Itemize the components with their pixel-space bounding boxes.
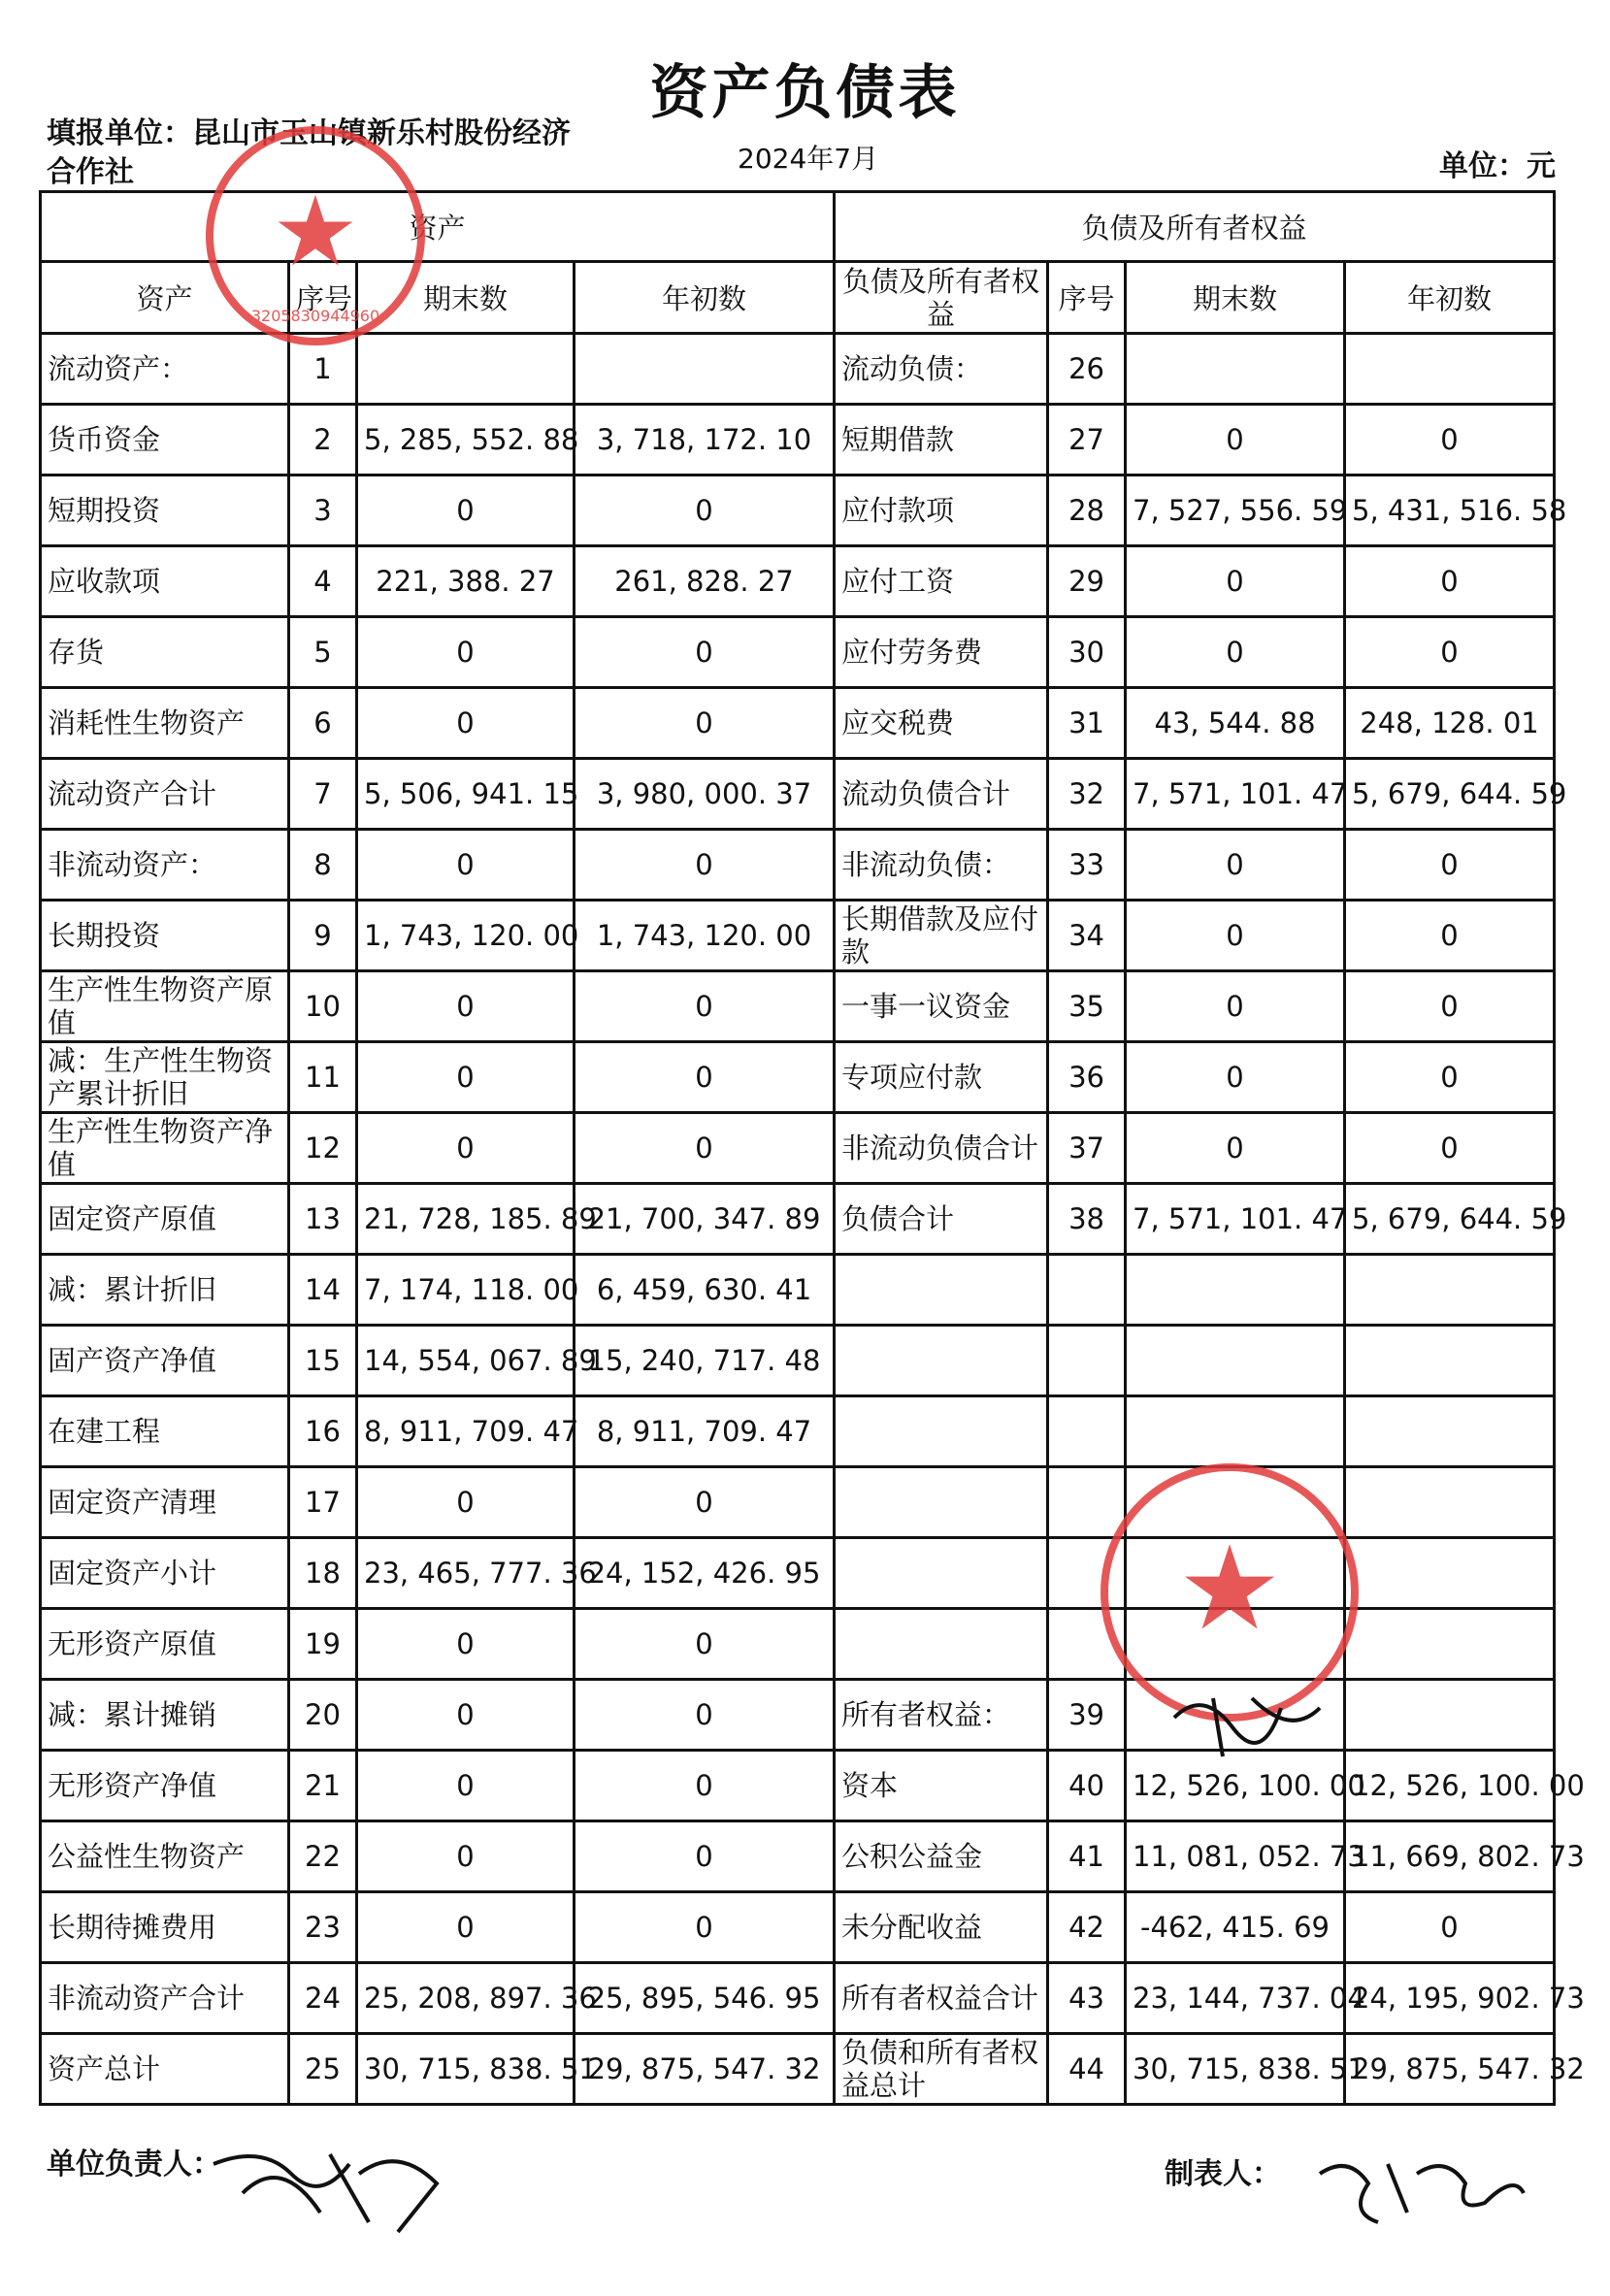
reporting-unit: 填报单位：昆山市玉山镇新乐村股份经济合作社 bbox=[47, 116, 571, 189]
liab-begin-cell: 0 bbox=[1345, 405, 1555, 476]
liab-begin-cell: 0 bbox=[1345, 617, 1555, 688]
asset-begin-cell: 0 bbox=[575, 830, 835, 901]
table-row bbox=[41, 971, 1555, 1042]
liab-seq-cell: 29 bbox=[1048, 546, 1126, 617]
asset-end-cell: 0 bbox=[357, 1751, 575, 1821]
liab-name-cell: 应付款项 bbox=[835, 476, 1048, 546]
liab-end-cell bbox=[1126, 1467, 1345, 1538]
liab-seq-cell: 37 bbox=[1048, 1113, 1126, 1184]
liab-name-cell: 所有者权益合计 bbox=[835, 1963, 1048, 2034]
liab-end-cell bbox=[1126, 1609, 1345, 1680]
asset-begin-cell: 29, 875, 547. 32 bbox=[575, 2034, 835, 2105]
asset-name-cell: 消耗性生物资产 bbox=[41, 688, 289, 759]
liab-name-cell: 应交税费 bbox=[835, 688, 1048, 759]
liab-begin-cell: 5, 431, 516. 58 bbox=[1345, 476, 1555, 546]
liab-end-cell: 11, 081, 052. 73 bbox=[1126, 1821, 1345, 1892]
asset-name-cell: 非流动资产合计 bbox=[41, 1963, 289, 2034]
liab-seq-cell bbox=[1048, 1396, 1126, 1467]
table-row bbox=[41, 1963, 1555, 2034]
asset-end-cell: 21, 728, 185. 89 bbox=[357, 1184, 575, 1255]
liab-begin-cell: 29, 875, 547. 32 bbox=[1345, 2034, 1555, 2105]
liab-begin-cell: 5, 679, 644. 59 bbox=[1345, 759, 1555, 830]
asset-end-cell: 0 bbox=[357, 1467, 575, 1538]
liab-begin-cell: 5, 679, 644. 59 bbox=[1345, 1184, 1555, 1255]
asset-begin-cell: 0 bbox=[575, 1113, 835, 1184]
liab-seq-cell: 32 bbox=[1048, 759, 1126, 830]
asset-seq-cell: 19 bbox=[289, 1609, 357, 1680]
asset-end-cell: 0 bbox=[357, 1892, 575, 1963]
asset-seq-cell: 4 bbox=[289, 546, 357, 617]
table-row bbox=[41, 688, 1555, 759]
col-begin2-header: 年初数 bbox=[1345, 262, 1555, 334]
asset-begin-cell bbox=[575, 334, 835, 405]
liab-end-cell: 0 bbox=[1126, 830, 1345, 901]
asset-seq-cell: 22 bbox=[289, 1821, 357, 1892]
asset-end-cell: 7, 174, 118. 00 bbox=[357, 1255, 575, 1326]
asset-name-cell: 流动资产： bbox=[41, 334, 289, 405]
liab-begin-cell: 11, 669, 802. 73 bbox=[1345, 1821, 1555, 1892]
table-row bbox=[41, 476, 1555, 546]
table-row bbox=[41, 830, 1555, 901]
asset-begin-cell: 1, 743, 120. 00 bbox=[575, 901, 835, 971]
liab-end-cell bbox=[1126, 1538, 1345, 1609]
asset-end-cell: 0 bbox=[357, 1609, 575, 1680]
liab-seq-cell: 35 bbox=[1048, 971, 1126, 1042]
asset-end-cell: 25, 208, 897. 36 bbox=[357, 1963, 575, 2034]
asset-name-cell: 固产资产净值 bbox=[41, 1326, 289, 1396]
liab-begin-cell: 0 bbox=[1345, 1113, 1555, 1184]
liab-end-cell: 0 bbox=[1126, 1113, 1345, 1184]
liab-seq-cell bbox=[1048, 1326, 1126, 1396]
liab-end-cell: 0 bbox=[1126, 546, 1345, 617]
liab-name-cell bbox=[835, 1255, 1048, 1326]
asset-seq-cell: 16 bbox=[289, 1396, 357, 1467]
signature-preparer bbox=[1310, 2145, 1533, 2232]
liab-seq-cell: 34 bbox=[1048, 901, 1126, 971]
asset-name-cell: 短期投资 bbox=[41, 476, 289, 546]
asset-begin-cell: 0 bbox=[575, 1892, 835, 1963]
asset-end-cell: 5, 285, 552. 88 bbox=[357, 405, 575, 476]
asset-begin-cell: 0 bbox=[575, 971, 835, 1042]
liab-name-cell: 所有者权益： bbox=[835, 1680, 1048, 1751]
asset-name-cell: 非流动资产： bbox=[41, 830, 289, 901]
liab-seq-cell: 36 bbox=[1048, 1042, 1126, 1113]
table-row bbox=[41, 1751, 1555, 1821]
asset-end-cell: 0 bbox=[357, 617, 575, 688]
table-row bbox=[41, 1113, 1555, 1184]
asset-end-cell: 0 bbox=[357, 688, 575, 759]
asset-seq-cell: 6 bbox=[289, 688, 357, 759]
asset-seq-cell: 3 bbox=[289, 476, 357, 546]
footer-preparer-label: 制表人： bbox=[1165, 2157, 1281, 2191]
liab-begin-cell bbox=[1345, 1467, 1555, 1538]
asset-begin-cell: 0 bbox=[575, 1751, 835, 1821]
liab-name-cell bbox=[835, 1538, 1048, 1609]
asset-begin-cell: 15, 240, 717. 48 bbox=[575, 1326, 835, 1396]
asset-name-cell: 固定资产原值 bbox=[41, 1184, 289, 1255]
asset-name-cell: 无形资产原值 bbox=[41, 1609, 289, 1680]
asset-seq-cell: 21 bbox=[289, 1751, 357, 1821]
asset-end-cell: 0 bbox=[357, 1821, 575, 1892]
liab-name-cell bbox=[835, 1396, 1048, 1467]
table-row bbox=[41, 617, 1555, 688]
table-row bbox=[41, 2034, 1555, 2105]
col-seq-header: 序号 bbox=[289, 262, 357, 334]
asset-end-cell: 1, 743, 120. 00 bbox=[357, 901, 575, 971]
asset-seq-cell: 24 bbox=[289, 1963, 357, 2034]
liab-name-cell: 资本 bbox=[835, 1751, 1048, 1821]
asset-name-cell: 公益性生物资产 bbox=[41, 1821, 289, 1892]
liab-seq-cell: 28 bbox=[1048, 476, 1126, 546]
asset-end-cell bbox=[357, 334, 575, 405]
liab-seq-cell: 44 bbox=[1048, 2034, 1126, 2105]
liab-seq-cell bbox=[1048, 1255, 1126, 1326]
asset-name-cell: 长期投资 bbox=[41, 901, 289, 971]
liab-begin-cell: 0 bbox=[1345, 1892, 1555, 1963]
liab-name-cell: 一事一议资金 bbox=[835, 971, 1048, 1042]
liab-seq-cell: 33 bbox=[1048, 830, 1126, 901]
liab-end-cell: -462, 415. 69 bbox=[1126, 1892, 1345, 1963]
asset-end-cell: 0 bbox=[357, 971, 575, 1042]
asset-seq-cell: 8 bbox=[289, 830, 357, 901]
liab-begin-cell bbox=[1345, 1538, 1555, 1609]
asset-begin-cell: 21, 700, 347. 89 bbox=[575, 1184, 835, 1255]
asset-name-cell: 减：累计摊销 bbox=[41, 1680, 289, 1751]
asset-end-cell: 0 bbox=[357, 1113, 575, 1184]
asset-end-cell: 30, 715, 838. 51 bbox=[357, 2034, 575, 2105]
liab-begin-cell: 0 bbox=[1345, 901, 1555, 971]
balance-sheet-table bbox=[39, 190, 1585, 2106]
table-row bbox=[41, 1396, 1555, 1467]
asset-name-cell: 流动资产合计 bbox=[41, 759, 289, 830]
liab-begin-cell: 0 bbox=[1345, 1042, 1555, 1113]
liab-begin-cell bbox=[1345, 1255, 1555, 1326]
liab-name-cell: 专项应付款 bbox=[835, 1042, 1048, 1113]
asset-begin-cell: 3, 718, 172. 10 bbox=[575, 405, 835, 476]
liab-end-cell: 30, 715, 838. 51 bbox=[1126, 2034, 1345, 2105]
asset-name-cell: 生产性生物资产净值 bbox=[41, 1113, 289, 1184]
col-asset-header: 资产 bbox=[41, 262, 289, 334]
asset-end-cell: 0 bbox=[357, 830, 575, 901]
liab-name-cell: 应付劳务费 bbox=[835, 617, 1048, 688]
asset-name-cell: 长期待摊费用 bbox=[41, 1892, 289, 1963]
asset-seq-cell: 13 bbox=[289, 1184, 357, 1255]
table-row bbox=[41, 1255, 1555, 1326]
liab-end-cell: 23, 144, 737. 04 bbox=[1126, 1963, 1345, 2034]
liab-end-cell: 0 bbox=[1126, 405, 1345, 476]
table-row bbox=[41, 1892, 1555, 1963]
liab-end-cell bbox=[1126, 1326, 1345, 1396]
asset-name-cell: 资产总计 bbox=[41, 2034, 289, 2105]
asset-end-cell: 0 bbox=[357, 1680, 575, 1751]
assets-group-header: 资产 bbox=[41, 192, 835, 262]
liab-end-cell: 12, 526, 100. 00 bbox=[1126, 1751, 1345, 1821]
table-row bbox=[41, 334, 1555, 405]
liab-end-cell: 0 bbox=[1126, 1042, 1345, 1113]
liab-end-cell: 0 bbox=[1126, 617, 1345, 688]
liab-seq-cell: 41 bbox=[1048, 1821, 1126, 1892]
asset-seq-cell: 25 bbox=[289, 2034, 357, 2105]
asset-begin-cell: 0 bbox=[575, 617, 835, 688]
col-liab-header: 负债及所有者权益 bbox=[835, 262, 1048, 334]
footer-responsible-label: 单位负责人： bbox=[47, 2148, 221, 2181]
liab-seq-cell: 26 bbox=[1048, 334, 1126, 405]
asset-begin-cell: 25, 895, 546. 95 bbox=[575, 1963, 835, 2034]
liab-end-cell: 7, 527, 556. 59 bbox=[1126, 476, 1345, 546]
asset-begin-cell: 0 bbox=[575, 1680, 835, 1751]
asset-name-cell: 生产性生物资产原值 bbox=[41, 971, 289, 1042]
asset-begin-cell: 0 bbox=[575, 1467, 835, 1538]
asset-begin-cell: 0 bbox=[575, 1821, 835, 1892]
liab-end-cell bbox=[1126, 334, 1345, 405]
liab-end-cell bbox=[1126, 1396, 1345, 1467]
asset-end-cell: 0 bbox=[357, 1042, 575, 1113]
asset-name-cell: 固定资产小计 bbox=[41, 1538, 289, 1609]
table-row bbox=[41, 1184, 1555, 1255]
col-end2-header: 期末数 bbox=[1126, 262, 1345, 334]
asset-name-cell: 无形资产净值 bbox=[41, 1751, 289, 1821]
asset-name-cell: 减：累计折旧 bbox=[41, 1255, 289, 1326]
liab-begin-cell bbox=[1345, 334, 1555, 405]
liab-name-cell: 短期借款 bbox=[835, 405, 1048, 476]
liab-seq-cell: 38 bbox=[1048, 1184, 1126, 1255]
liab-end-cell: 43, 544. 88 bbox=[1126, 688, 1345, 759]
asset-seq-cell: 17 bbox=[289, 1467, 357, 1538]
asset-begin-cell: 0 bbox=[575, 1609, 835, 1680]
asset-end-cell: 8, 911, 709. 47 bbox=[357, 1396, 575, 1467]
star-icon: ★ bbox=[272, 175, 359, 288]
table-row bbox=[41, 1467, 1555, 1538]
liab-name-cell bbox=[835, 1467, 1048, 1538]
liab-begin-cell bbox=[1345, 1680, 1555, 1751]
table-row bbox=[41, 546, 1555, 617]
liab-name-cell: 长期借款及应付款 bbox=[835, 901, 1048, 971]
asset-begin-cell: 24, 152, 426. 95 bbox=[575, 1538, 835, 1609]
liab-name-cell: 未分配收益 bbox=[835, 1892, 1048, 1963]
liab-name-cell: 非流动负债： bbox=[835, 830, 1048, 901]
asset-begin-cell: 6, 459, 630. 41 bbox=[575, 1255, 835, 1326]
asset-seq-cell: 23 bbox=[289, 1892, 357, 1963]
liab-begin-cell: 24, 195, 902. 73 bbox=[1345, 1963, 1555, 2034]
table-row bbox=[41, 901, 1555, 971]
col-begin-header: 年初数 bbox=[575, 262, 835, 334]
liab-name-cell: 流动负债： bbox=[835, 334, 1048, 405]
liab-name-cell: 非流动负债合计 bbox=[835, 1113, 1048, 1184]
asset-seq-cell: 11 bbox=[289, 1042, 357, 1113]
asset-begin-cell: 3, 980, 000. 37 bbox=[575, 759, 835, 830]
asset-end-cell: 14, 554, 067. 89 bbox=[357, 1326, 575, 1396]
liab-seq-cell bbox=[1048, 1467, 1126, 1538]
seal-code: 3205830944960 bbox=[250, 307, 380, 325]
table-row bbox=[41, 1680, 1555, 1751]
asset-seq-cell: 14 bbox=[289, 1255, 357, 1326]
liab-begin-cell: 0 bbox=[1345, 546, 1555, 617]
liab-seq-cell: 42 bbox=[1048, 1892, 1126, 1963]
liab-begin-cell: 248, 128. 01 bbox=[1345, 688, 1555, 759]
liab-seq-cell bbox=[1048, 1538, 1126, 1609]
table-row bbox=[41, 1538, 1555, 1609]
currency-unit: 单位：元 bbox=[1439, 149, 1556, 183]
asset-begin-cell: 0 bbox=[575, 688, 835, 759]
asset-begin-cell: 0 bbox=[575, 1042, 835, 1113]
liab-name-cell bbox=[835, 1609, 1048, 1680]
liab-begin-cell bbox=[1345, 1609, 1555, 1680]
table-row bbox=[41, 1042, 1555, 1113]
liab-seq-cell: 27 bbox=[1048, 405, 1126, 476]
asset-end-cell: 221, 388. 27 bbox=[357, 546, 575, 617]
table-row bbox=[41, 1326, 1555, 1396]
liab-begin-cell bbox=[1345, 1396, 1555, 1467]
liab-name-cell: 负债合计 bbox=[835, 1184, 1048, 1255]
liab-end-cell: 7, 571, 101. 47 bbox=[1126, 759, 1345, 830]
asset-name-cell: 在建工程 bbox=[41, 1396, 289, 1467]
asset-seq-cell: 9 bbox=[289, 901, 357, 971]
asset-seq-cell: 18 bbox=[289, 1538, 357, 1609]
asset-end-cell: 23, 465, 777. 36 bbox=[357, 1538, 575, 1609]
liab-begin-cell: 0 bbox=[1345, 830, 1555, 901]
table-row bbox=[41, 405, 1555, 476]
asset-name-cell: 货币资金 bbox=[41, 405, 289, 476]
asset-begin-cell: 261, 828. 27 bbox=[575, 546, 835, 617]
asset-name-cell: 存货 bbox=[41, 617, 289, 688]
liab-name-cell bbox=[835, 1326, 1048, 1396]
liab-seq-cell: 40 bbox=[1048, 1751, 1126, 1821]
star-icon: ★ bbox=[1177, 1522, 1282, 1656]
liab-name-cell: 负债和所有者权益总计 bbox=[835, 2034, 1048, 2105]
table-row bbox=[41, 759, 1555, 830]
table-row bbox=[41, 1609, 1555, 1680]
liab-name-cell: 公积公益金 bbox=[835, 1821, 1048, 1892]
asset-end-cell: 0 bbox=[357, 476, 575, 546]
liab-begin-cell: 12, 526, 100. 00 bbox=[1345, 1751, 1555, 1821]
liab-seq-cell: 30 bbox=[1048, 617, 1126, 688]
page-title: 资产负债表 bbox=[649, 59, 961, 127]
asset-seq-cell: 5 bbox=[289, 617, 357, 688]
liab-name-cell: 流动负债合计 bbox=[835, 759, 1048, 830]
table-row bbox=[41, 1821, 1555, 1892]
asset-end-cell: 5, 506, 941. 15 bbox=[357, 759, 575, 830]
asset-name-cell: 应收款项 bbox=[41, 546, 289, 617]
asset-seq-cell: 10 bbox=[289, 971, 357, 1042]
liab-end-cell: 7, 571, 101. 47 bbox=[1126, 1184, 1345, 1255]
asset-begin-cell: 0 bbox=[575, 476, 835, 546]
liab-end-cell bbox=[1126, 1255, 1345, 1326]
asset-begin-cell: 8, 911, 709. 47 bbox=[575, 1396, 835, 1467]
asset-name-cell: 固定资产清理 bbox=[41, 1467, 289, 1538]
liab-seq-cell: 43 bbox=[1048, 1963, 1126, 2034]
liab-end-cell: 0 bbox=[1126, 901, 1345, 971]
liab-begin-cell: 0 bbox=[1345, 971, 1555, 1042]
liab-name-cell: 应付工资 bbox=[835, 546, 1048, 617]
signature-responsible bbox=[204, 2125, 456, 2242]
asset-seq-cell: 7 bbox=[289, 759, 357, 830]
report-period: 2024年7月 bbox=[738, 143, 879, 175]
liab-seq-cell: 39 bbox=[1048, 1680, 1126, 1751]
liab-seq-cell: 31 bbox=[1048, 688, 1126, 759]
asset-seq-cell: 1 bbox=[289, 334, 357, 405]
asset-seq-cell: 20 bbox=[289, 1680, 357, 1751]
liab-begin-cell bbox=[1345, 1326, 1555, 1396]
asset-seq-cell: 12 bbox=[289, 1113, 357, 1184]
asset-seq-cell: 15 bbox=[289, 1326, 357, 1396]
liab-seq-cell bbox=[1048, 1609, 1126, 1680]
col-end-header: 期末数 bbox=[357, 262, 575, 334]
col-seq2-header: 序号 bbox=[1048, 262, 1126, 334]
asset-seq-cell: 2 bbox=[289, 405, 357, 476]
liab-end-cell: 0 bbox=[1126, 971, 1345, 1042]
liab-end-cell bbox=[1126, 1680, 1345, 1751]
liabilities-group-header: 负债及所有者权益 bbox=[835, 192, 1555, 262]
asset-name-cell: 减：生产性生物资产累计折旧 bbox=[41, 1042, 289, 1113]
